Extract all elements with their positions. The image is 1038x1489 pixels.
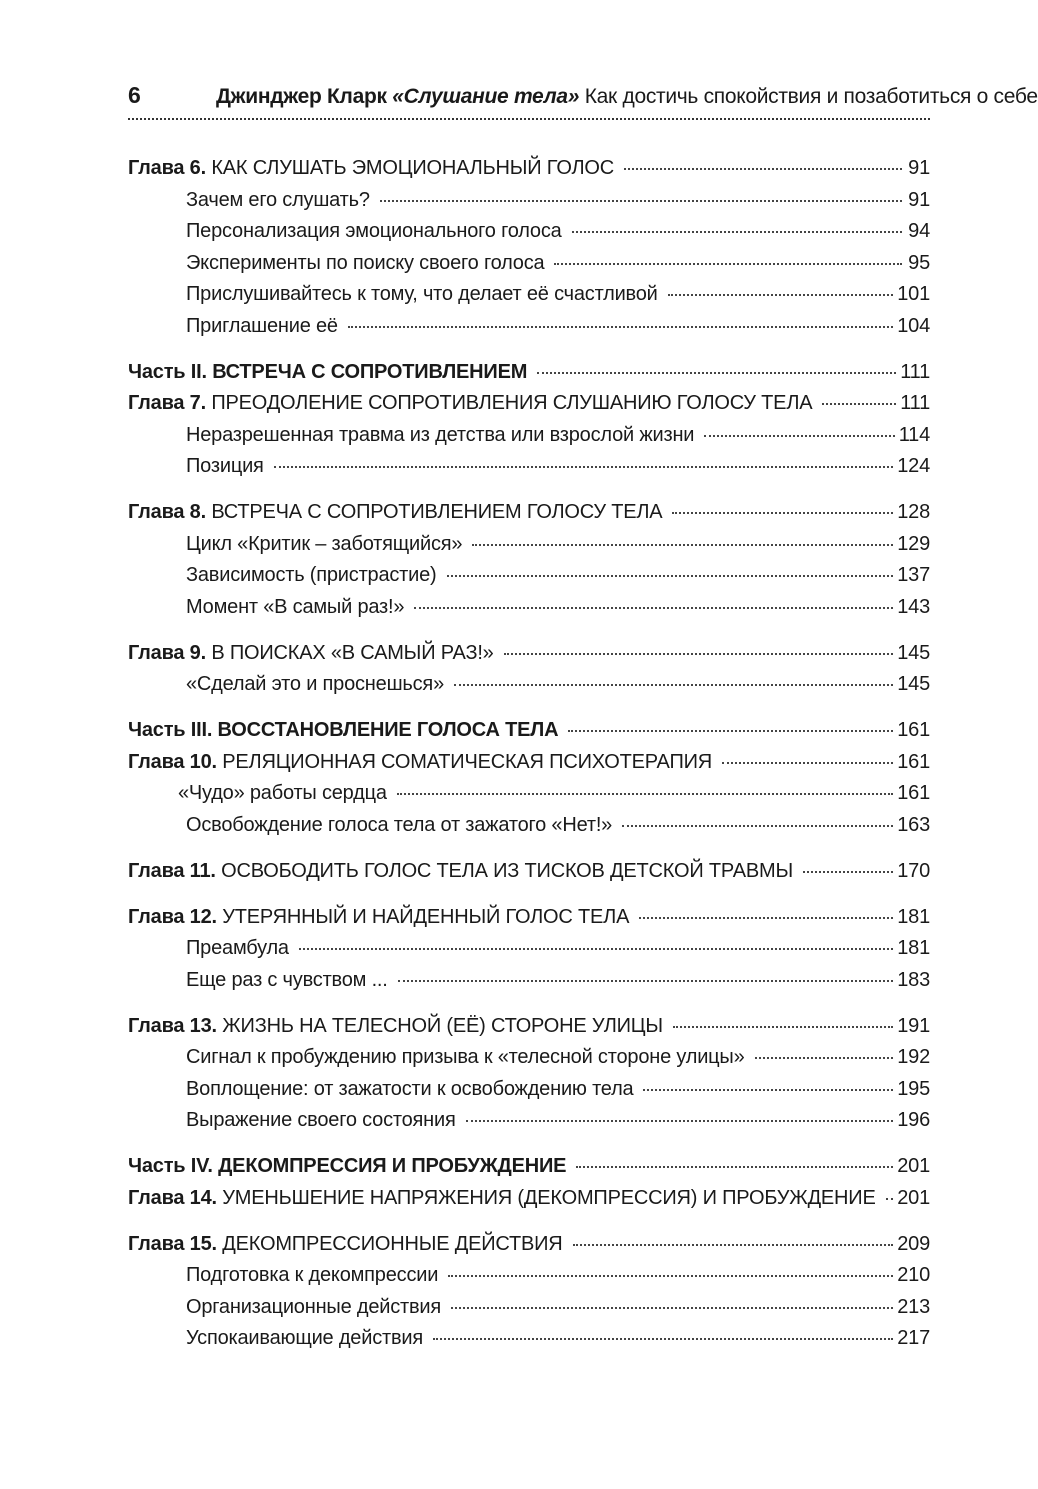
toc-entry-kind: Глава 12.: [128, 905, 217, 928]
author-name: Джинджер Кларк: [216, 85, 387, 108]
toc-part-entry: [128, 719, 930, 751]
toc-entry-title: УТЕРЯННЫЙ И НАЙДЕННЫЙ ГОЛОС ТЕЛА: [222, 905, 630, 928]
toc-entry-kind: Часть II.: [128, 360, 207, 383]
toc-subentry: [128, 424, 930, 456]
toc-entry-label: [128, 642, 494, 665]
toc-entry-title: Подготовка к декомпрессии: [186, 1264, 439, 1286]
toc-chapter-entry: [128, 860, 930, 892]
dot-leader: [397, 793, 893, 795]
dot-leader: [433, 1338, 893, 1340]
toc-entry-label: [128, 315, 338, 338]
toc-entry-label: [128, 157, 614, 180]
dot-leader: [755, 1057, 894, 1059]
toc-entry-label: [128, 751, 712, 774]
toc-entry-label: [128, 533, 462, 556]
toc-entry-title: Персонализация эмоционального голоса: [186, 220, 562, 242]
toc-page-number: 129: [897, 532, 930, 555]
toc-entry-kind: Глава 13.: [128, 1014, 217, 1037]
toc-entry-label: [128, 1078, 633, 1101]
toc-entry-label: [128, 1233, 563, 1256]
toc-chapter-entry: [128, 392, 930, 424]
toc-entry-label: [128, 782, 387, 805]
toc-page-number: 94: [908, 220, 930, 242]
toc-entry-title: ДЕКОМПРЕССИЯ И ПРОБУЖДЕНИЕ: [218, 1155, 567, 1177]
toc-entry-label: [128, 252, 544, 275]
toc-chapter-entry: [128, 1233, 930, 1265]
toc-subentry: [128, 937, 930, 969]
toc-entry-title: ЖИЗНЬ НА ТЕЛЕСНОЙ (ЕЁ) СТОРОНЕ УЛИЦЫ: [222, 1014, 663, 1037]
toc-part-entry: [128, 361, 930, 393]
toc-entry-title: Зачем его слушать?: [186, 188, 370, 211]
dot-leader: [886, 1198, 894, 1200]
toc-subentry: [128, 1109, 930, 1141]
dot-leader: [348, 326, 893, 328]
toc-entry-title: Прислушивайтесь к тому, что делает её счастливой: [186, 283, 658, 305]
toc-entry-title: Освобождение голоса тела от зажатого «Нет!»: [186, 813, 613, 836]
toc-page-number: 183: [897, 968, 930, 991]
dot-leader: [380, 200, 902, 202]
toc-chapter-entry: [128, 157, 930, 189]
dot-leader: [537, 372, 896, 374]
toc-entry-title: Выражение своего состояния: [186, 1109, 456, 1131]
toc-subentry: [128, 1264, 930, 1296]
toc-subentry: [128, 782, 930, 814]
toc-subentry: [128, 969, 930, 1001]
toc-entry-label: [128, 1155, 566, 1178]
toc-subentry: [128, 814, 930, 846]
toc-page-number: 128: [897, 501, 930, 523]
dot-leader: [572, 231, 902, 233]
toc-entry-title: «Сделай это и проснешься»: [186, 673, 444, 695]
toc-subentry: [128, 564, 930, 596]
toc-subentry: [128, 189, 930, 221]
toc-entry-kind: Глава 6.: [128, 157, 206, 179]
dot-leader: [398, 980, 894, 982]
toc-chapter-entry: [128, 906, 930, 938]
toc-subentry: [128, 1078, 930, 1110]
toc-subentry: [128, 455, 930, 487]
toc-entry-kind: Глава 11.: [128, 859, 216, 882]
book-subtitle: Как достичь спокойствия и позаботиться о себе: [584, 85, 1038, 108]
toc-page-number: 201: [897, 1155, 930, 1177]
dot-leader: [451, 1307, 893, 1309]
toc-entry-title: Зависимость (пристрастие): [186, 564, 437, 586]
toc-chapter-entry: [128, 642, 930, 674]
dot-leader: [472, 544, 893, 546]
dot-leader: [576, 1166, 893, 1168]
toc-subentry: [128, 1327, 930, 1359]
toc-page-number: 91: [908, 188, 930, 211]
toc-entry-kind: Глава 9.: [128, 641, 206, 664]
toc-entry-label: [128, 455, 264, 478]
toc-page-number: 91: [908, 157, 930, 179]
toc-entry-label: [128, 596, 404, 619]
toc-subentry: [128, 252, 930, 284]
toc-entry-label: [128, 424, 694, 447]
dot-leader: [299, 948, 893, 950]
toc-page-number: 101: [897, 283, 930, 305]
toc-page-number: 124: [897, 455, 930, 477]
toc-subentry: [128, 1046, 930, 1078]
table-of-contents: [128, 157, 930, 1359]
toc-entry-title: РЕЛЯЦИОННАЯ СОМАТИЧЕСКАЯ ПСИХОТЕРАПИЯ: [222, 750, 713, 773]
toc-entry-title: Момент «В самый раз!»: [186, 595, 405, 618]
toc-page-number: 201: [897, 1186, 930, 1209]
toc-page-number: 217: [897, 1327, 930, 1349]
toc-entry-title: Еще раз с чувством ...: [186, 968, 388, 991]
toc-entry-label: [128, 501, 662, 524]
dot-leader: [454, 684, 893, 686]
dot-leader: [673, 1026, 893, 1028]
toc-entry-title: «Чудо» работы сердца: [178, 782, 387, 804]
toc-entry-label: [128, 1296, 441, 1319]
page-number: 6: [128, 82, 141, 108]
toc-entry-label: [128, 814, 612, 837]
toc-entry-kind: Глава 8.: [128, 501, 206, 523]
dot-leader: [622, 825, 893, 827]
toc-page-number: 145: [897, 641, 930, 664]
dot-leader: [822, 403, 896, 405]
toc-entry-title: УМЕНЬШЕНИЕ НАПРЯЖЕНИЯ (ДЕКОМПРЕССИЯ) И ПРОБУЖДЕНИЕ: [222, 1186, 876, 1209]
toc-page-number: 161: [897, 750, 930, 773]
toc-page-number: 209: [897, 1232, 930, 1255]
toc-page-number: 111: [900, 360, 930, 383]
toc-entry-kind: Глава 7.: [128, 392, 206, 414]
dot-leader: [643, 1089, 893, 1091]
toc-entry-label: [128, 189, 370, 212]
toc-entry-title: Эксперименты по поиску своего голоса: [186, 251, 545, 274]
toc-subentry: [128, 315, 930, 347]
dot-leader: [803, 871, 893, 873]
toc-page-number: 213: [897, 1295, 930, 1318]
dot-leader: [447, 575, 894, 577]
toc-entry-title: ПРЕОДОЛЕНИЕ СОПРОТИВЛЕНИЯ СЛУШАНИЮ ГОЛОСУ ТЕЛА: [211, 392, 813, 414]
toc-entry-title: ВОССТАНОВЛЕНИЕ ГОЛОСА ТЕЛА: [217, 719, 559, 741]
dot-leader: [668, 294, 894, 296]
toc-entry-label: [128, 1327, 423, 1350]
toc-page-number: 163: [897, 813, 930, 836]
toc-entry-label: [128, 564, 437, 587]
toc-entry-label: [128, 283, 658, 306]
toc-page-number: 114: [898, 423, 930, 446]
header-divider: [128, 118, 930, 120]
dot-leader: [722, 762, 893, 764]
toc-entry-label: [128, 361, 527, 384]
toc-entry-label: [128, 969, 388, 992]
toc-entry-label: [128, 1187, 876, 1210]
toc-page-number: 137: [897, 564, 930, 586]
toc-entry-label: [128, 220, 562, 243]
running-header: [128, 82, 1038, 116]
toc-entry-label: [128, 1015, 663, 1038]
toc-subentry: [128, 596, 930, 628]
toc-page-number: 104: [897, 314, 930, 337]
toc-page-number: 210: [897, 1264, 930, 1286]
toc-page-number: 196: [897, 1109, 930, 1131]
dot-leader: [554, 263, 902, 265]
toc-subentry: [128, 220, 930, 252]
dot-leader: [624, 168, 902, 170]
toc-page-number: 145: [897, 673, 930, 695]
toc-subentry: [128, 673, 930, 705]
toc-entry-label: [128, 1264, 438, 1287]
toc-subentry: [128, 533, 930, 565]
toc-page-number: 95: [908, 251, 930, 274]
dot-leader: [568, 730, 893, 732]
toc-entry-label: [128, 860, 793, 883]
toc-entry-label: [128, 1109, 456, 1132]
toc-page-number: 192: [897, 1046, 930, 1068]
toc-entry-kind: Часть IV.: [128, 1155, 213, 1177]
dot-leader: [448, 1275, 893, 1277]
toc-entry-title: КАК СЛУШАТЬ ЭМОЦИОНАЛЬНЫЙ ГОЛОС: [211, 157, 614, 179]
toc-entry-title: Приглашение её: [186, 314, 338, 337]
toc-entry-label: [128, 392, 812, 415]
toc-page-number: 195: [897, 1077, 930, 1100]
dot-leader: [639, 917, 893, 919]
toc-chapter-entry: [128, 751, 930, 783]
toc-page-number: 143: [897, 595, 930, 618]
toc-entry-title: ВСТРЕЧА С СОПРОТИВЛЕНИЕМ: [212, 360, 528, 383]
toc-page-number: 181: [897, 937, 930, 959]
toc-entry-title: Неразрешенная травма из детства или взрослой жизни: [186, 423, 695, 446]
toc-entry-title: Позиция: [186, 455, 264, 477]
toc-entry-label: [128, 673, 444, 696]
toc-entry-title: В ПОИСКАХ «В САМЫЙ РАЗ!»: [211, 641, 494, 664]
toc-entry-label: [128, 719, 558, 742]
toc-entry-title: ДЕКОМПРЕССИОННЫЕ ДЕЙСТВИЯ: [222, 1232, 563, 1255]
dot-leader: [704, 435, 894, 437]
dot-leader: [504, 653, 894, 655]
toc-page-number: 170: [897, 859, 930, 882]
toc-entry-kind: Глава 10.: [128, 750, 217, 773]
dot-leader: [672, 512, 893, 514]
dot-leader: [274, 466, 894, 468]
toc-page-number: 191: [897, 1014, 930, 1037]
toc-entry-title: Сигнал к пробуждению призыва к «телесной стороне улицы»: [186, 1046, 745, 1068]
toc-chapter-entry: [128, 1015, 930, 1047]
toc-entry-title: Успокаивающие действия: [186, 1327, 423, 1349]
toc-entry-kind: Глава 14.: [128, 1186, 217, 1209]
toc-chapter-entry: [128, 1187, 930, 1219]
toc-page-number: 161: [897, 782, 930, 804]
toc-entry-kind: Часть III.: [128, 719, 213, 741]
toc-part-entry: [128, 1155, 930, 1187]
running-title: [216, 85, 1038, 109]
dot-leader: [573, 1244, 894, 1246]
toc-entry-title: Цикл «Критик – заботящийся»: [186, 532, 463, 555]
toc-entry-label: [128, 906, 629, 929]
toc-subentry: [128, 283, 930, 315]
book-title: «Слушание тела»: [392, 85, 580, 108]
toc-chapter-entry: [128, 501, 930, 533]
toc-entry-title: Преамбула: [186, 937, 289, 959]
toc-entry-title: ОСВОБОДИТЬ ГОЛОС ТЕЛА ИЗ ТИСКОВ ДЕТСКОЙ ТРАВМЫ: [221, 859, 793, 882]
dot-leader: [466, 1120, 894, 1122]
toc-entry-title: Воплощение: от зажатости к освобождению тела: [186, 1077, 634, 1100]
toc-entry-title: Организационные действия: [186, 1295, 442, 1318]
toc-entry-label: [128, 1046, 745, 1069]
toc-entry-label: [128, 937, 289, 960]
toc-page-number: 111: [900, 392, 930, 414]
toc-entry-title: ВСТРЕЧА С СОПРОТИВЛЕНИЕМ ГОЛОСУ ТЕЛА: [211, 501, 663, 523]
toc-page-number: 161: [897, 719, 930, 741]
dot-leader: [414, 607, 893, 609]
toc-entry-kind: Глава 15.: [128, 1232, 217, 1255]
toc-subentry: [128, 1296, 930, 1328]
toc-page-number: 181: [897, 905, 930, 928]
